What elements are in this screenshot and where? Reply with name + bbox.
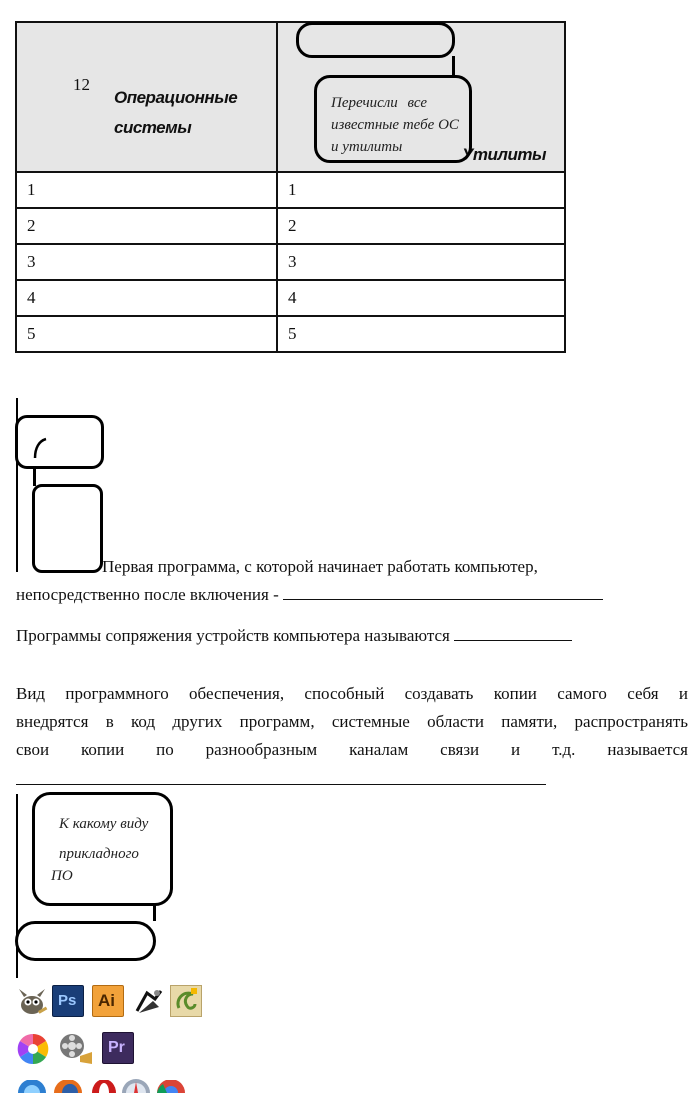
task-number: 12 — [73, 75, 90, 94]
opera-icon — [88, 1080, 120, 1112]
chrome-icon — [155, 1080, 187, 1112]
hint-line: известные тебе ОС — [331, 117, 459, 133]
question-2 — [16, 622, 688, 650]
side-callout-top — [15, 415, 104, 469]
inkscape-icon — [133, 985, 165, 1017]
answer-cell-utility[interactable]: 1 — [277, 172, 565, 208]
question-3-line: свои копии по разнообразным каналам связи и т.д. называется — [16, 740, 688, 759]
hint-callout-table — [314, 75, 472, 163]
question-1 — [16, 553, 688, 581]
app-type-callout — [32, 792, 173, 906]
table-row — [16, 244, 565, 280]
hint-tab-top — [296, 22, 455, 58]
answer-cell-utility[interactable]: 3 — [277, 244, 565, 280]
table-header-row — [16, 22, 565, 172]
worksheet-table — [15, 21, 566, 353]
illustrator-label: Ai — [98, 991, 115, 1010]
premiere-icon — [102, 1032, 134, 1064]
hint-line: прикладного — [59, 846, 139, 862]
browser-icon-1 — [16, 1080, 48, 1112]
pencil-mark-icon — [30, 436, 50, 460]
hint-line: Перечисли все — [331, 95, 427, 111]
answer-cell-utility[interactable]: 5 — [277, 316, 565, 352]
gimp-icon — [16, 985, 48, 1017]
question-1-text-2: непосредственно после включения - — [16, 585, 284, 604]
answer-cell-os[interactable]: 2 — [16, 208, 277, 244]
hint-line: и утилиты — [331, 139, 403, 155]
hint-line: К какому виду — [59, 816, 149, 832]
header-os-label — [114, 83, 264, 143]
answer-cell-utility[interactable]: 4 — [277, 280, 565, 316]
table-row — [16, 316, 565, 352]
firefox-icon — [52, 1080, 84, 1112]
question-3-line: внедрятся в код других программ, системные области памяти, распространять — [16, 712, 688, 731]
side-connector — [153, 903, 156, 921]
answer-cell-os[interactable]: 4 — [16, 280, 277, 316]
header-os-line2: системы — [114, 118, 192, 137]
hint-line: ПО — [51, 868, 73, 884]
safari-icon — [120, 1078, 152, 1110]
header-utilities-label: Утилиты — [461, 145, 546, 164]
table-row — [16, 172, 565, 208]
question-3 — [16, 680, 688, 764]
question-2-text: Программы сопряжения устройств компьютера называются — [16, 626, 455, 645]
photoshop-icon — [52, 985, 84, 1017]
premiere-label: Pr — [108, 1039, 125, 1056]
table-row — [16, 208, 565, 244]
table-row — [16, 280, 565, 316]
question-1-text: Первая программа, с которой начинает работать компьютер, — [102, 557, 538, 576]
picasa-icon — [16, 1032, 50, 1066]
photoshop-label: Ps — [58, 992, 77, 1009]
answer-cell-utility[interactable]: 2 — [277, 208, 565, 244]
question-1-continued — [16, 581, 688, 609]
answer-pill[interactable] — [15, 921, 156, 961]
illustrator-icon — [92, 985, 124, 1017]
side-connector — [33, 466, 36, 486]
video-reel-icon — [58, 1032, 94, 1066]
header-os-line1: Операционные — [114, 88, 238, 107]
question-3-line: Вид программного обеспечения, способный создавать копии самого себя и — [16, 684, 688, 703]
header-cell-os — [16, 22, 277, 172]
corel-icon — [170, 985, 202, 1017]
answer-cell-os[interactable]: 3 — [16, 244, 277, 280]
answer-blank[interactable] — [283, 581, 603, 600]
answer-cell-os[interactable]: 1 — [16, 172, 277, 208]
answer-blank[interactable] — [454, 622, 572, 641]
answer-blank[interactable] — [16, 784, 546, 785]
answer-cell-os[interactable]: 5 — [16, 316, 277, 352]
